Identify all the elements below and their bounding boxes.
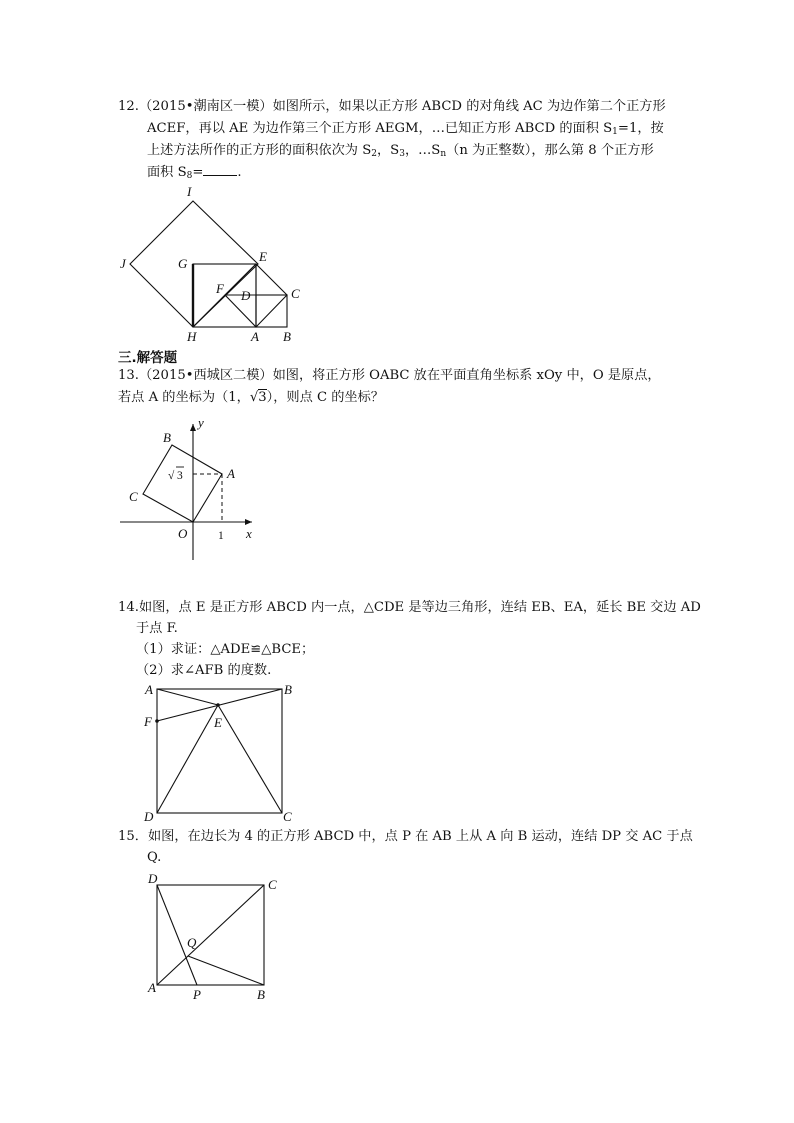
- label-A: A: [148, 980, 156, 995]
- q12-line-3: 上述方法所作的正方形的面积依次为 $S_2$，$S_3$，$\dots S_n(n$ 为正整数），那么第 8 个正方形: [147, 143, 654, 159]
- label-F: F: [216, 281, 224, 296]
- label-B: B: [284, 682, 292, 697]
- label-B: B: [163, 430, 171, 445]
- sqrt-symbol: √: [249, 390, 259, 405]
- label-Q: Q: [187, 935, 197, 950]
- q14-line-4: （2）求∠AFB 的度数.: [136, 663, 272, 678]
- label-E: E: [214, 715, 222, 730]
- q14-line-2: 于点 F.: [136, 621, 178, 636]
- label-P: P: [193, 987, 201, 1002]
- label-x: x: [246, 526, 252, 541]
- label-H: H: [187, 329, 197, 344]
- label-J: J: [120, 256, 126, 271]
- section-title: 三.解答题: [118, 350, 178, 366]
- label-C: C: [283, 809, 292, 824]
- label-sqrt3: 3: [177, 470, 183, 482]
- label-C: C: [129, 489, 138, 504]
- q13-line-2: 若点 A 的坐标为（1，√3），则点 C 的坐标？: [118, 390, 384, 405]
- label-A: A: [251, 329, 259, 344]
- label-D: D: [144, 809, 154, 824]
- label-B: B: [257, 987, 265, 1002]
- q12-line-4: 面积 $S_8=$ .: [147, 165, 242, 181]
- q12-line-2: ACEF，再以 AE 为边作第三个正方形 AEGM，…已知正方形 ABCD 的面积 $S_1=1$，按: [147, 121, 664, 137]
- q15-line-2: Q.: [147, 850, 162, 865]
- label-y: y: [198, 415, 204, 430]
- label-A: A: [145, 682, 153, 697]
- q14-line-1: 14.如图，点 E 是正方形 ABCD 内一点，△CDE 是等边三角形，连结 EB、EA，延长 BE 交边 AD: [118, 600, 701, 615]
- label-B: B: [283, 329, 291, 344]
- label-E: E: [259, 249, 267, 264]
- diagonal-AC: [157, 885, 264, 985]
- label-G: G: [178, 256, 188, 271]
- label-D: D: [148, 871, 158, 886]
- q14-line-3: （1）求证：△ADE≌△BCE；: [136, 642, 315, 657]
- q15-line-1: 15．如图，在边长为 4 的正方形 ABCD 中，点 P 在 AB 上从 A 向 B 运动，连结 DP 交 AC 于点: [118, 829, 693, 844]
- label-I: I: [187, 184, 192, 199]
- label-F: F: [144, 714, 152, 729]
- label-A: A: [227, 466, 235, 481]
- sqrt-mark: √: [168, 470, 175, 482]
- label-D: D: [241, 288, 251, 303]
- label-C: C: [268, 877, 277, 892]
- q12-line-1: 12.（2015•潮南区一模）如图所示，如果以正方形 ABCD 的对角线 AC 为边作第二个正方形: [118, 99, 666, 114]
- label-C: C: [291, 286, 300, 301]
- label-1: 1: [218, 530, 224, 542]
- label-O: O: [178, 526, 188, 541]
- q13-line-1: 13.（2015•西城区二模）如图，将正方形 OABC 放在平面直角坐标系 xOy 中，O 是原点，: [118, 368, 661, 383]
